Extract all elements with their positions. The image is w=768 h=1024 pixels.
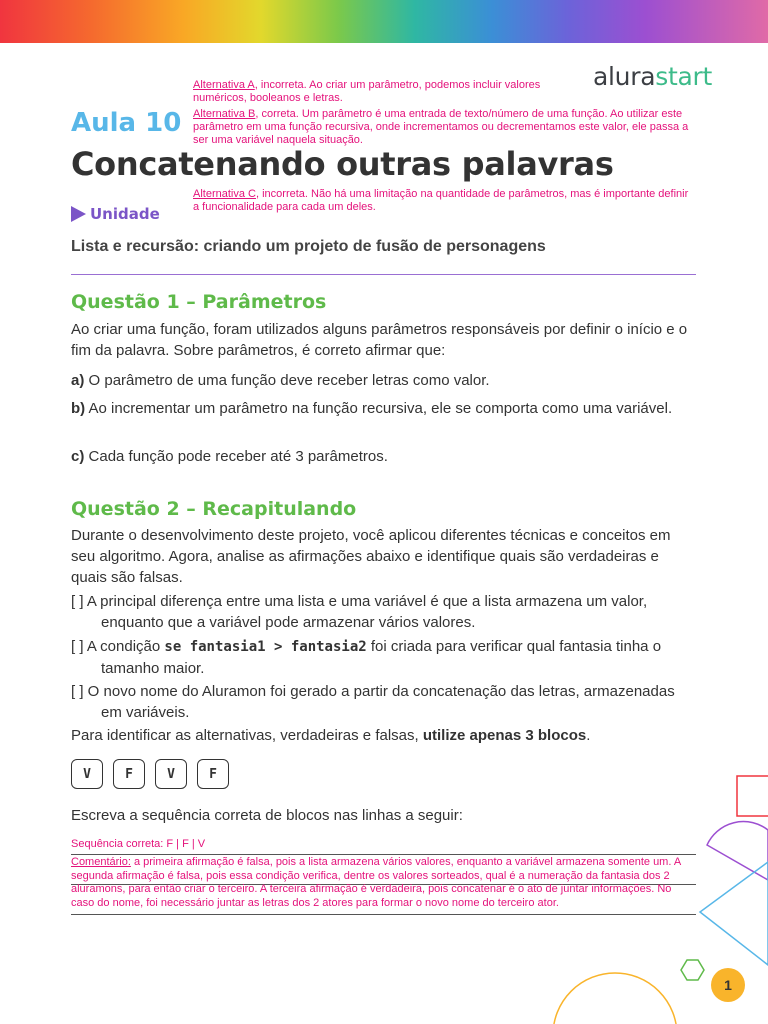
alurastart-logo: alurastart [593, 62, 712, 91]
hexagon-shape [681, 960, 704, 980]
answer-line [71, 914, 696, 915]
answer-line [71, 854, 696, 855]
unidade-label: Unidade [71, 205, 160, 223]
page-number: 1 [711, 968, 745, 1002]
correct-sequence: Sequência correta: F | F | V [71, 838, 206, 850]
option-b: b) Ao incrementar um parâmetro na função recursiva, ele se comporta como uma variável. [71, 400, 673, 417]
triangle-shape [700, 862, 768, 965]
comment: Comentário: a primeira afirmação é falsa, pois a lista armazena vários valores, enquanto a variável armazena somente um. A segunda afirmação é falsa, pois essa condição verifica, dentre os valores sorteados, qual é a numeração da fantasia dos 2 aluramons, para então criar o terceiro. A terceira afirmação é verdadeira, pois concatenar é o ato de juntar informações. No caso do nome, foi necessário juntar as letras dos 2 atores para formar o novo nome do terceiro ator. [71, 856, 681, 909]
statement-3: [ ] O novo nome do Aluramon foi gerado a partir da concatenação das letras, armazenadas em variáveis. [71, 683, 675, 721]
feedback-alt-c: Alternativa C, incorreta. Não há uma limitação na quantidade de parâmetros, mas é importante definir a funcionalidade para cada um deles. [193, 188, 689, 213]
play-triangle-icon [71, 206, 86, 222]
circle-shape [553, 973, 677, 1024]
statement-2: [ ] A condição se fantasia1 > fantasia2 foi criada para verificar qual fantasia tinha o tamanho maior. [71, 638, 662, 677]
arc-shape [707, 822, 768, 880]
divider [71, 274, 696, 275]
lesson-number: Aula 10 [71, 108, 182, 138]
block-v: V [155, 759, 187, 789]
question-1-prompt: Ao criar uma função, foram utilizados alguns parâmetros responsáveis por definir o início e o fim da palavra. Sobre parâmetros, é correto afirmar que: [71, 321, 688, 359]
instruction: Para identificar as alternativas, verdadeiras e falsas, utilize apenas 3 blocos. [71, 727, 591, 744]
write-instruction: Escreva a sequência correta de blocos nas linhas a seguir: [71, 807, 463, 824]
block-f: F [197, 759, 229, 789]
answer-blocks [71, 759, 229, 789]
block-f: F [113, 759, 145, 789]
statement-1: [ ] A principal diferença entre uma lista e uma variável é que a lista armazena um valor, enquanto que a variável pode armazenar vários valores. [71, 593, 648, 631]
feedback-alt-b: Alternativa B, correta. Um parâmetro é uma entrada de texto/número de uma função. Ao utilizar este parâmetro em uma função recursiva, onde incrementamos ou decrementamos este valor, ele passa a ser uma variável naquela situação. [193, 108, 689, 146]
block-v: V [71, 759, 103, 789]
feedback-alt-a: Alternativa A, incorreta. Ao criar um parâmetro, podemos incluir valores numéricos, booleanos e letras. [193, 79, 541, 104]
question-2-prompt: Durante o desenvolvimento deste projeto, você aplicou diferentes técnicas e conceitos em seu algoritmo. Agora, analise as afirmações abaixo e identifique quais são verdadeiras e quais são falsas. [71, 527, 671, 586]
question-1-heading: Questão 1 – Parâmetros [71, 291, 327, 313]
option-c: c) Cada função pode receber até 3 parâmetros. [71, 448, 388, 465]
unit-subtitle: Lista e recursão: criando um projeto de fusão de personagens [71, 238, 546, 255]
square-shape [737, 776, 768, 816]
option-a: a) O parâmetro de uma função deve receber letras como valor. [71, 372, 490, 389]
question-2-heading: Questão 2 – Recapitulando [71, 498, 357, 520]
page-title: Concatenando outras palavras [71, 145, 614, 183]
